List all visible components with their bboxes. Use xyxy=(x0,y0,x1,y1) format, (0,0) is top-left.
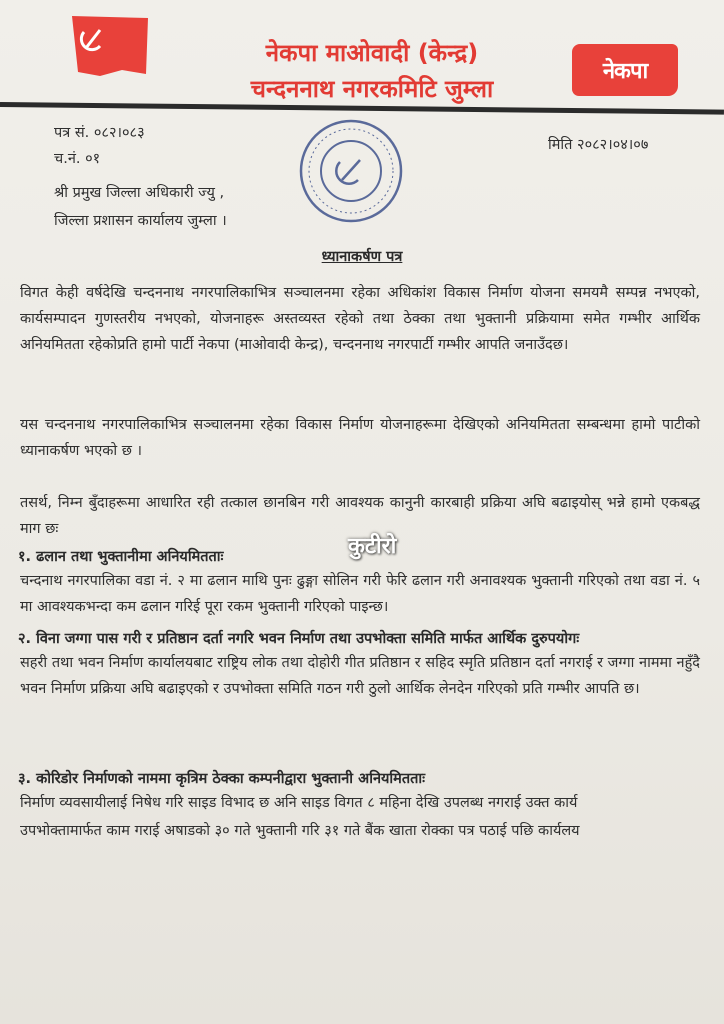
letter-subject: ध्यानाकर्षण पत्र xyxy=(321,249,403,265)
point-3-text-line-1: निर्माण व्यवसायीलाई निषेध गरि साइड विभाद छ अनि साइड विगत ८ महिना देखि उपलब्ध नगराई उक्त कार्य xyxy=(20,795,578,811)
letter-date: मिति २०८२।०४।०७ xyxy=(548,137,649,153)
committee-name: चन्दननाथ नगरकमिटि जुम्ला xyxy=(250,75,494,103)
paragraph-2: यस चन्दननाथ नगरपालिकाभित्र सञ्चालनमा रहेका विकास निर्माण योजनाहरूमा देखिएको अनियमितता सम्बन्धमा हामो पाटीको ध्यानाकर्षण भएको छ । xyxy=(20,417,700,459)
point-2-heading: २. विना जग्गा पास गरी र प्रतिष्ठान दर्ता नगरि भवन निर्माण तथा उपभोक्ता समिति मार्फत आर्थिक दुरुपयोगः xyxy=(18,631,580,647)
party-logo-text: नेकपा xyxy=(602,59,648,84)
point-1-heading: १. ढलान तथा भुक्तानीमा अनियमितताः xyxy=(18,549,224,565)
paragraph-3: तसर्थ, निम्न बुँदाहरूमा आधारित रही तत्काल छानबिन गरी आवश्यक कानुनी कारबाही प्रक्रिया अघि बढाइयोस् भन्ने हामो एकबद्ध माग छः xyxy=(20,495,700,537)
point-1-text: चन्दनाथ नगरपालिका वडा नं. २ मा ढलान माथि पुनः ढुङ्गा सोलिन गरी फेरि ढलान गरी अनावश्यक भुक्तानी गरिएको तथा वडा नं. ५ मा आवश्यकभन्दा कम ढलान गरिई पूरा रकम भुक्तानी गरिएको पाइन्छ। xyxy=(20,573,700,615)
point-2-text: सहरी तथा भवन निर्माण कार्यालयबाट राष्ट्रिय लोक तथा दोहोरी गीत प्रतिष्ठान र सहिद स्मृति प्रतिष्ठान दर्ता नगराई र जग्गा नाममा नहुँदै भवन निर्माण प्रक्रिया अघि बढाइएको र उपभोक्ता समिति गठन गरी ठुलो आर्थिक लेनदेन गरिएको प्रति गम्भीर आपति छ। xyxy=(20,655,700,697)
point-3-text-line-2: उपभोक्तामार्फत काम गराई अषाडको ३० गते भुक्तानी गरि ३१ गते बैंक खाता रोक्का पत्र पठाई पछि कार्यलय xyxy=(20,823,580,839)
recipient-line-2: जिल्ला प्रशासन कार्यालय जुम्ला । xyxy=(54,213,227,229)
recipient-line-1: श्री प्रमुख जिल्ला अधिकारी ज्यु , xyxy=(54,185,225,201)
watermark-text: कुटीरो xyxy=(348,534,397,559)
paragraph-1: विगत केही वर्षदेखि चन्दननाथ नगरपालिकाभित्र सञ्चालनमा रहेका अधिकांश विकास निर्माण योजना समयमै सम्पन्न नभएको, कार्यसम्पादन गुणस्तरीय नभएको, योजनाहरू अस्तव्यस्त रहेको तथा ठेक्का तथा भुक्तानी प्रक्रियामा समेत गम्भीर आर्थिक अनियमितता रहेकोप्रति हामो पार्टी नेकपा (माओवादी केन्द्र), चन्दननाथ नगरपार्टी गम्भीर आपति जनाउँदछ। xyxy=(20,285,700,353)
party-seal-icon xyxy=(296,116,406,226)
party-logo-right xyxy=(572,44,678,96)
letter-number: पत्र सं. ०८२।०८३ xyxy=(54,125,145,141)
dispatch-number: च.नं. ०१ xyxy=(54,151,101,167)
party-name: नेकपा माओवादी (केन्द्र) xyxy=(265,39,479,67)
point-3-heading: ३. कोरिडोर निर्माणको नाममा कृत्रिम ठेक्का कम्पनीद्वारा भुक्तानी अनियमितताः xyxy=(18,771,426,787)
